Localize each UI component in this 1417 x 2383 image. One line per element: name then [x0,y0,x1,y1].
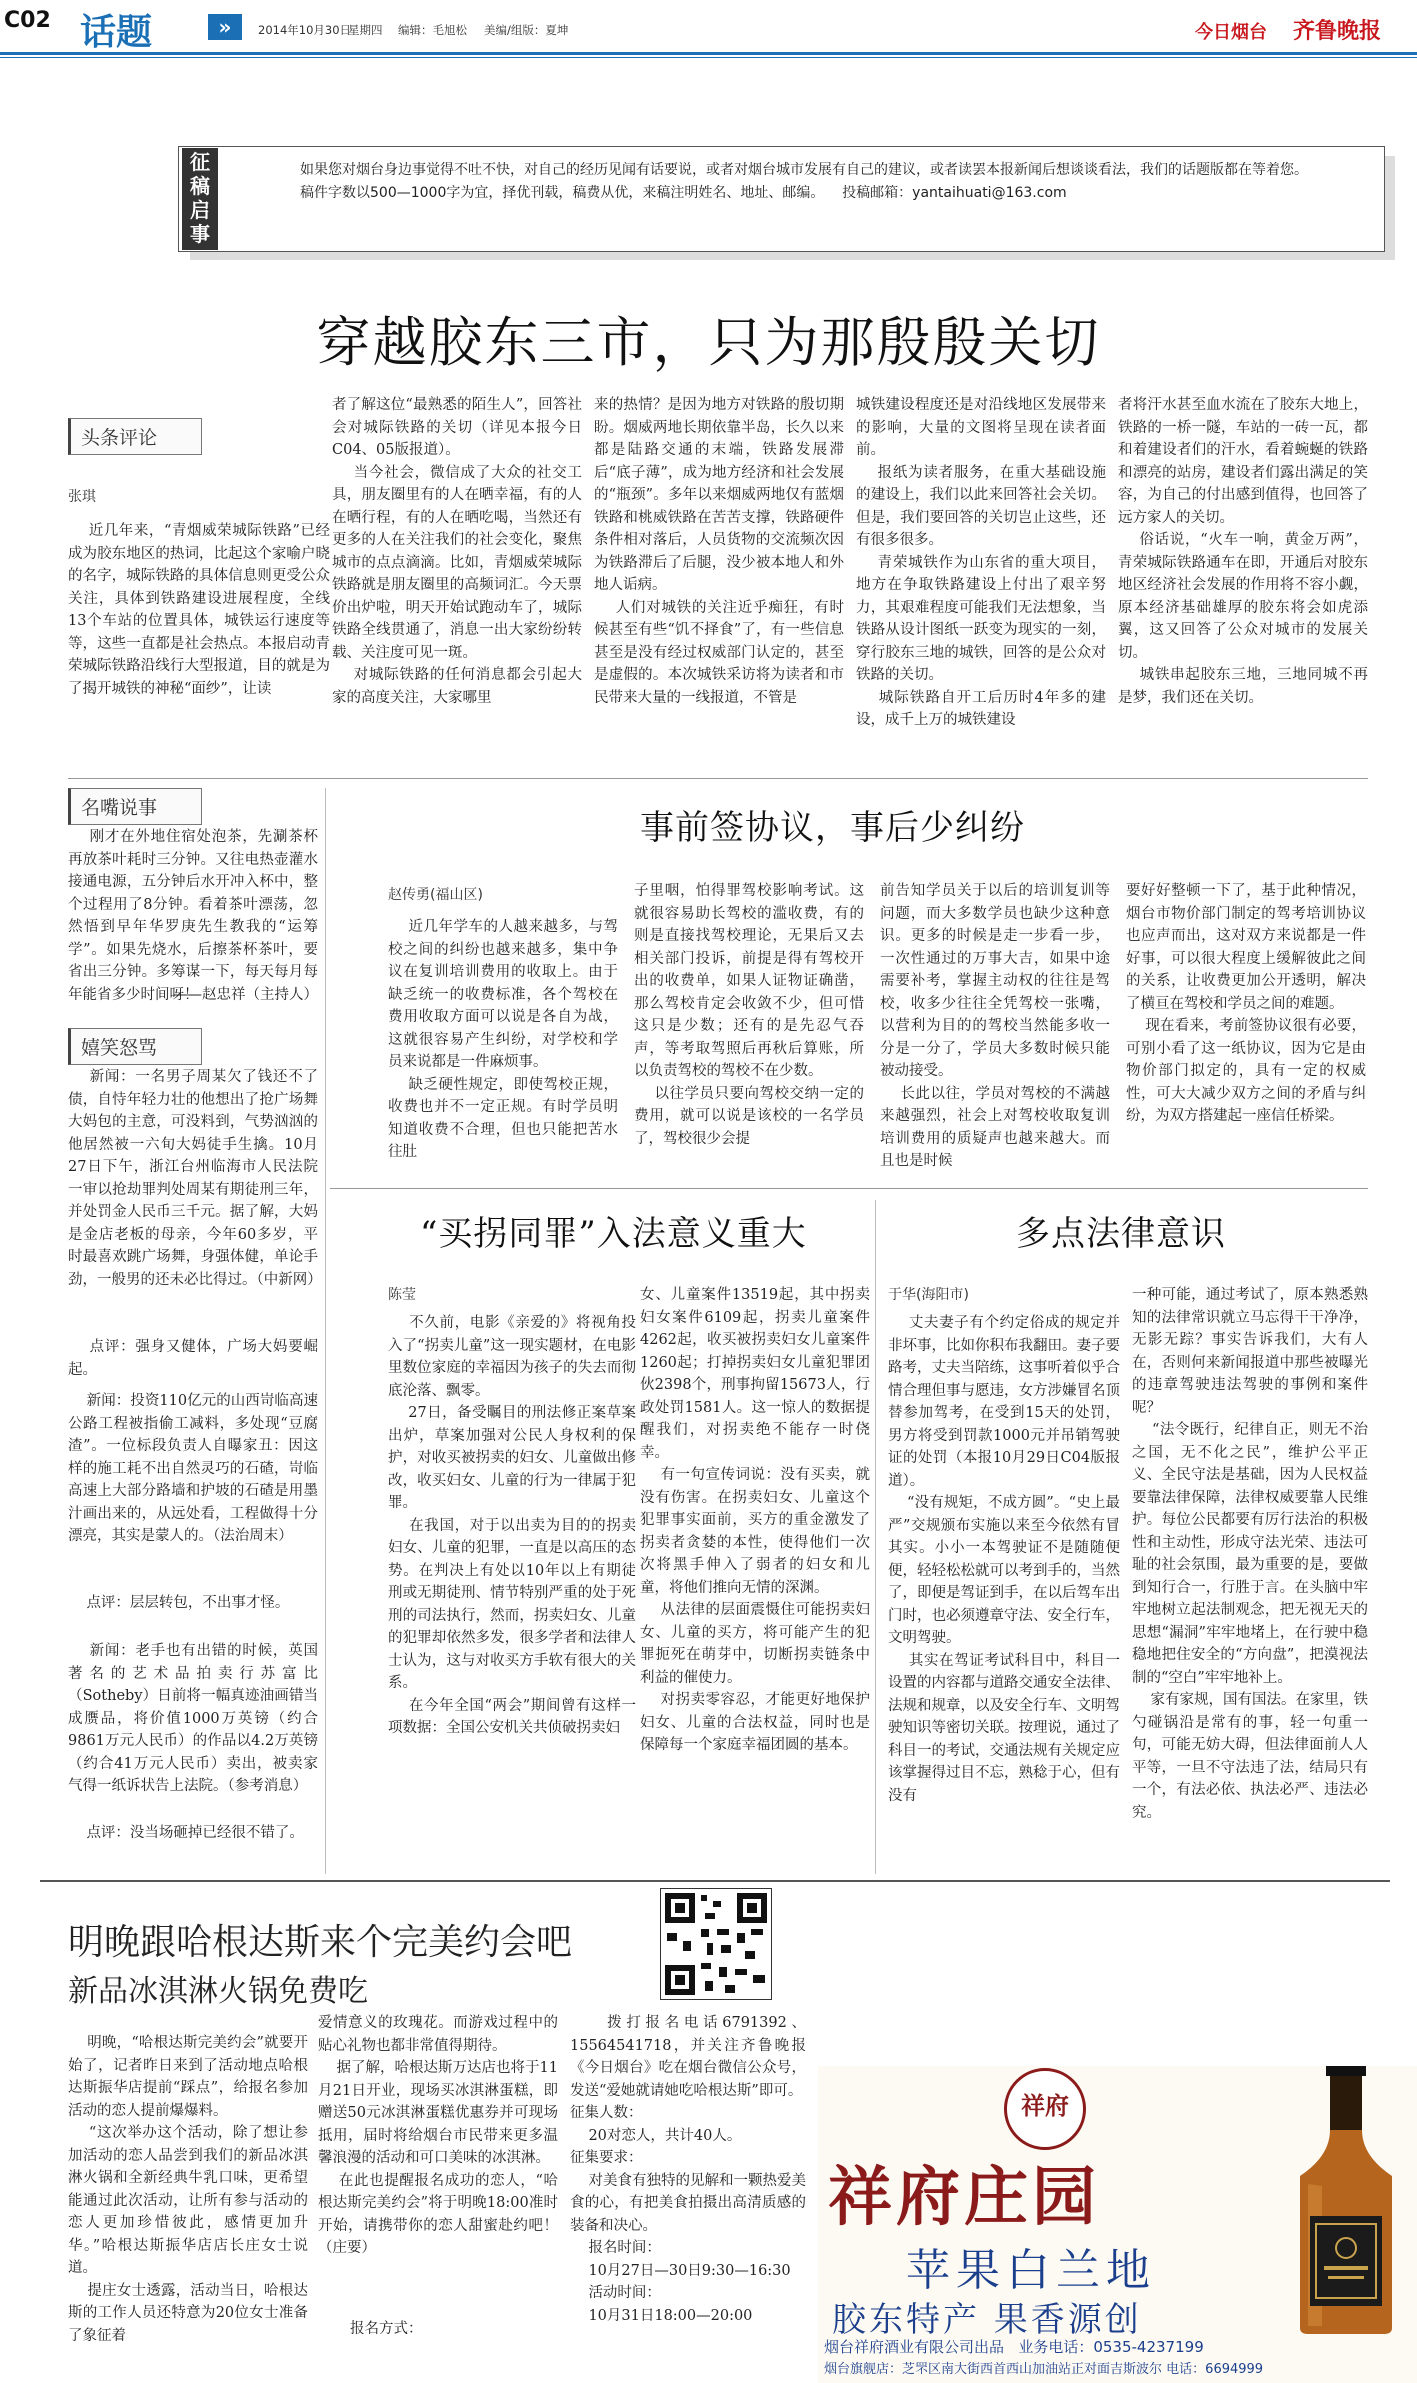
article-divider [330,1188,1368,1189]
lead-col-2: 者了解这位“最熟悉的陌生人”，回答社会对城际铁路的关切（详见本报今日C04、05版报道）。 当今社会，微信成了大众的社交工具，朋友圈里有的人在晒幸福，有的人在晒行程，有的人在晒吃喝，当然还有更多的人在关注我们的社会变化，聚焦城市的点点滴滴。比如，青烟威荣城际铁路就是朋友圈里的高频词汇。今天票价出炉啦，明天开始试跑动车了，城际铁路全线贯通了，消息一出大家纷纷转载、关注度可见一斑。 对城际铁路的任何消息都会引起大家的高度关注，大家哪里 [332,397,582,706]
column-label-satire: 嬉笑怒骂 [68,1028,202,1065]
article-trafficking-headline: “买拐同罪”入法意义重大 [420,1214,807,1254]
section-arrow-icon: » [208,14,242,40]
promo-col-1: 明晚，“哈根达斯完美约会”就要开始了，记者昨日来到了活动地点哈根达斯振华店提前“踩点”，给报名参加活动的恋人提前爆爆料。 “这次举办这个活动，除了想让参加活动的恋人品尝到我们的新品冰淇淋火锅和全新经典牛乳口味，更希望能通过此次活动，让所有参与活动的恋人更加珍惜彼此，感情更加升华。”哈根达斯振华店店长庄女士说道。 提庄女士透露，活动当日，哈根达斯的工作人员还特意为20位女士准备了象征着 [68,2035,309,2344]
date: 2014年10月30日 [258,23,352,37]
ad-badge [1004,2068,1086,2150]
email-label: 投稿邮箱： [842,185,913,201]
notice-text [300,160,1330,204]
ad-tel: 6694999 [1205,2362,1264,2377]
article-driving-col-2: 子里咽，怕得罪驾校影响考试。这就很容易助长驾校的滥收费，有的则是直接找驾校理论，无果后又去相关部门投诉，前提是得有驾校开出的收费单，如果人证物证确凿，那么驾校肯定会收敛不少，但可惜这只是少数；还有的是先忍气吞声，等考取驾照后再秋后算账，所以负责驾校的驾校不在少数。 以往学员只要向驾校交纳一定的费用，就可以说是该校的一名学员了，驾校很少会提 [634,883,864,1147]
notice-line-2 [300,183,1330,204]
article-column-divider [875,1200,876,1874]
quote-signature: ——赵忠祥（主持人） [173,987,318,1003]
lead-author: 张琪 [68,489,96,505]
promo-col-2: 爱情意义的玫瑰花。而游戏过程中的贴心礼物也都非常值得期待。 据了解，哈根达斯万达店也将于11月21日开业，现场买冰淇淋蛋糕，即赠送50元冰淇淋蛋糕优惠券并可现场抵用，届时将给烟台市民带来更多温馨浪漫的活动和可口美味的冰淇淋。 在此也提醒报名成功的恋人，“哈根达斯完美约会”将于明晚18:00准时开始，请携带你的恋人甜蜜赴约吧！（庄要） [318,2015,559,2256]
newspaper-logo: 齐鲁晚报 [1292,19,1381,44]
satire-comment-2: 点评：层层转包，不出事才怪。 [68,1595,290,1611]
ad-company: 烟台祥府酒业有限公司出品 [824,2338,1005,2356]
promo-col-3: 拨打报名电话6791392、15564541718，并关注齐鲁晚报《今日烟台》吃在烟台微信公众号，发送“爱她就请她吃哈根达斯”即可。 征集人数： 20对恋人，共计40人。 征集要求： 对美食有独特的见解和一颗热爱美食的心，有把美食拍摄出高清质感的装备和决心。 报名时间： 10月27日—30日9:30—16:30 活动时间： 10月31日18:00—20:00 [570,2015,807,2324]
lead-headline: 穿越胶东三市，只为那殷殷关切 [316,311,1101,374]
article-driving-col-3: 前告知学员关于以后的培训复训等问题，而大多数学员也缺少这种意识。更多的时候是走一步看一步，一次性通过的万事大吉，如果中途需要补考，掌握主动权的往往是驾校，收多少往往全凭驾校一张嘴，以营利为目的的驾校当然能多收一分是一分了，学员大多数时候只能被动接受。 长此以往，学员对驾校的不满越来越强烈，社会上对驾校收取复训培训费用的质疑声也越来越大。而且也是时候 [880,883,1110,1169]
promo-divider [40,1880,1390,1882]
article-law-col-2: 一种可能，通过考试了，原本熟悉熟知的法律常识就立马忘得干干净净，无影无踪？事实告诉我们，大有人在，否则何来新闻报道中那些被曝光的违章驾驶违法驾驶的事例和案件呢？ “法令既行，纪律自正，则无不治之国，无不化之民”，维护公平正义、全民守法是基础，因为人民权益要靠法律保障，法律权威要靠人民维护。每位公民都要有厉行法治的积极性和主动性，形成守法光荣、违法可耻的社会氛围，最为重要的是，要做到知行合一，行胜于言。在头脑中牢牢地树立起法制观念，把无视无天的思想“漏洞”牢牢地堵上，在行驶中稳稳地把住安全的“方向盘”，把漠视法制的“空白”牢牢地补上。 家有家规，国有国法。在家里，铁勺碰锅沿是常有的事，轻一句重一句，可能无妨大碍，但法律面前人人平等，一旦不守法违了法，结局只有一个，有法必依、执法必严、违法必究。 [1132,1287,1369,1821]
lead-col-4: 城铁建设程度还是对沿线地区发展带来的影响，大量的文图将呈现在读者面前。 报纸为读者服务，在重大基础设施的建设上，我们以此来回答社会关切。但是，我们要回答的关切岂止这些，还有很多很多。 青荣城铁作为山东省的重大项目，地方在争取铁路建设上付出了艰辛努力，其艰难程度可能我们无法想象，当铁路从设计图纸一跃变为现实的一刻，穿行胶东三地的城铁，回答的是公众对铁路的关切。 城际铁路自开工后历时4年多的建设，成千上万的城铁建设 [856,397,1106,728]
article-law-headline: 多点法律意识 [1016,1214,1226,1254]
notice-tag: 征稿启事 [182,148,218,250]
satire-news-2: 新闻：投资110亿元的山西岢临高速公路工程被指偷工减料，多处现“豆腐渣”。一位标段负责人自曝家丑：因这样的施工耗不出自然灵巧的石碴，岢临高速上大部分路墙和护坡的石碴是用墨汁画出来的，从远处看，工程做得十分漂亮，其实是蒙人的。（法治周末） [68,1393,318,1544]
quote-text: 刚才在外地住宿处泡茶，先涮茶杯再放茶叶耗时三分钟。又往电热壶灌水接通电源，五分钟后水开冲入杯中，整个过程用了8分钟。看着茶叶漂荡，忽然悟到早年华罗庚先生教我的“运筹学”。如果先烧水，后擦茶杯茶叶，要省出三分钟。多筹谋一下，每天每月每年能省多少时间呀！ [68,829,318,1003]
page-number: C02 [4,8,51,33]
column-label-lead: 头条评论 [68,418,202,455]
ad-phone: 0535-4237199 [1093,2338,1204,2356]
article-driving-author: 赵传勇(福山区) [388,887,483,903]
brandy-ad[interactable] [818,2066,1417,2383]
ad-badge-text: 祥府 [1021,2091,1069,2120]
article-trafficking-col-1: 不久前，电影《亲爱的》将视角投入了“拐卖儿童”这一现实题材，在电影里数位家庭的幸福因为孩子的失去而彻底沦落、飘零。 27日，备受瞩目的刑法修正案草案出炉，草案加强对公民人身权利的保护，对收买被拐卖的妇女、儿童做出修改，收买妇女、儿童的行为一律属于犯罪。 在我国，对于以出卖为目的的拐卖妇女、儿童的犯罪，一直是以高压的态势。在判决上有处以10年以上有期徒刑或无期徒刑、情节特别严重的处于死刑的司法执行，然而，拐卖妇女、儿童的犯罪却依然多发，很多学者和法律人士认为，这与对收买方手软有很大的关系。 在今年全国“两会”期间曾有这样一项数据：全国公安机关共侦破拐卖妇 [388,1315,637,1736]
lead-col-5: 者将汗水甚至血水流在了胶东大地上，铁路的一桥一隧，车站的一砖一瓦，都和着建设者们的汗水，看着蜿蜒的铁路和漂亮的站房，建设者们露出满足的笑容，为自己的付出感到值得，也回答了远方家人的关切。 俗话说，“火车一响，黄金万两”，青荣城际铁路通车在即，开通后对胶东地区经济社会发展的作用将不容小觑，原本经济基础雄厚的胶东将会如虎添翼，这又回答了公众对城市的发展关切。 城铁串起胶东三地，三地同城不再是梦，我们还在关切。 [1118,397,1368,706]
article-driving-col-4: 要好好整顿一下了，基于此种情况，烟台市物价部门制定的驾考培训协议也应声而出，这对双方来说都是一件好事，可以很大程度上缓解彼此之间的关系，让收费更加公开透明，解决了横亘在驾校和学员之间的难题。 现在看来，考前签协议很有必要，可别小看了这一纸协议，因为它是由物价部门拟定的，具有一定的权威性，可大大减少双方之间的矛盾与纠纷，为双方搭建起一座信任桥梁。 [1126,883,1367,1124]
qr-code[interactable] [660,1888,772,2000]
designer: 美编/组版：夏坤 [484,23,569,37]
promo-subheadline: 新品冰淇淋火锅免费吃 [68,1974,368,2009]
satire-news-3: 新闻：老手也有出错的时候，英国著名的艺术品拍卖行苏富比（Sotheby）日前将一幅真迹油画错当成赝品，将价值1000万英镑（约合9861万元人民币）的作品以4.2万英镑（约合41万元人民币）卖出，被卖家气得一纸诉状告上法院。（参考消息） [68,1643,318,1794]
lead-col-3: 来的热情？是因为地方对铁路的殷切期盼。烟威两地长期依靠半岛，长久以来都是陆路交通的末端，铁路发展滞后“底子薄”，成为地方经济和社会发展的“瓶颈”。多年以来烟威两地仅有蓝烟铁路和桃威铁路在苦苦支撑，铁路硬件条件相对落后，人员货物的交流频次因为铁路滞后了后腿，没少被本地人和外地人诟病。 人们对城铁的关注近乎痴狂，有时候甚至有些“饥不择食”了，有一些信息甚至是没有经过权威部门认定的，甚至是虚假的。本次城铁采访将为读者和市民带来大量的一线报道，不管是 [594,397,844,706]
article-trafficking-col-2: 女、儿童案件13519起，其中拐卖妇女案件6109起，拐卖儿童案件4262起，收买被拐卖妇女儿童案件1260起；打掉拐卖妇女儿童犯罪团伙2398个，刑事拘留15673人，行政处罚1581人。这一惊人的数据提醒我们，对拐卖绝不能存一时侥幸。 有一句宣传词说：没有买卖，就没有伤害。在拐卖妇女、儿童这个犯罪事实面前，买方的重金激发了拐卖者贪婪的本性，使得他们一次次将黑手伸入了弱者的妇女和儿童，将他们推向无情的深渊。 从法律的层面震慑住可能拐卖妇女、儿童的买方，将可能产生的犯罪扼死在萌芽中，切断拐卖链条中利益的催使力。 对拐卖零容忍，才能更好地保护妇女、儿童的合法权益，同时也是保障每一个家庭幸福团圆的基本。 [640,1287,870,1753]
article-law-author: 于华(海阳市) [888,1287,969,1303]
ad-company-line [824,2336,1204,2357]
header-rule [0,52,1417,55]
brandy-bottle-icon [1278,2066,1414,2336]
ad-product: 苹果白兰地 [906,2245,1156,2296]
ad-phone-label: 业务电话： [1018,2338,1094,2356]
sidebar-divider [325,788,326,1874]
promo-headline: 明晚跟哈根达斯来个完美约会吧 [68,1922,573,1963]
satire-news-1: 新闻：一名男子周某欠了钱还不了债，自恃年轻力壮的他想出了抢广场舞大妈包的主意，可没料到，气势汹汹的他居然被一六旬大妈徒手生擒。10月27日下午，浙江台州临海市人民法院一审以抢劫罪判处周某有期徒刑三年，并处罚金人民币三千元。据了解，大妈是金店老板的母亲，今年60多岁，平时最喜欢跳广场舞，身强体健，单论手劲，一般男的还未必比得过。（中新网） [68,1069,322,1288]
satire-comment-3: 点评：没当场砸掉已经很不错了。 [68,1825,304,1841]
section-title: 话题 [80,12,153,53]
ad-store-line [824,2358,1263,2377]
weekday: 星期四 [348,23,383,37]
section-divider [68,778,1368,779]
lead-col-1: 近几年来，“青烟威荣城际铁路”已经成为胶东地区的热词，比起这个家喻户晓的名字，城际铁路的具体信息则更受公众关注，具体到铁路建设进展程度，全线13个车站的位置具体，城铁运行速度等等，这些一直都是社会热点。本报启动青荣城际铁路沿线行大型报道，目的就是为了揭开城铁的神秘“面纱”，让读 [68,523,330,697]
ad-store: 烟台旗舰店：芝罘区南大街西首西山加油站正对面吉斯波尔 [824,2362,1163,2377]
satire-comment-1: 点评：强身又健体，广场大妈要崛起。 [68,1339,318,1378]
ad-tel-label: 电话： [1166,2362,1206,2377]
header-rule-thin [0,57,1417,58]
notice-rules: 稿件字数以500—1000字为宜，择优刊载，稿费从优，来稿注明姓名、地址、邮编。 [300,185,825,201]
edition-name: 今日烟台 [1195,22,1267,43]
article-driving-headline: 事前签协议，事后少纠纷 [640,808,1025,848]
qr-code-icon [661,1889,771,1999]
article-law-col-1: 丈夫妻子有个约定俗成的规定并非坏事，比如你积布我翻田。妻子要路考，丈夫当陪练，这事听着似乎合情合理但事与愿违，女方涉嫌冒名顶替参加驾考，在受到15天的处罚，男方将受到罚款1000元并吊销驾驶证的处罚（本报10月29日C04版报道）。 “没有规矩，不成方圆”。“史上最严”交规颁布实施以来至今依然有冒其实。小小一本驾驶证不是随随便便，轻轻松松就可以考到手的，当然了，即便是驾证到手，在以后驾车出门时，也必须遵章守法、安全行车，文明驾驶。 其实在驾证考试科目中，科目一设置的内容都与道路交通安全法律、法规和规章，以及安全行车、文明驾驶知识等密切关联。按理说，通过了科目一的考试，交通法规有关规定应该掌握得过目不忘，熟稔于心，但有没有 [888,1315,1120,1804]
article-driving-col-1: 近几年学车的人越来越多，与驾校之间的纠纷也越来越多，集中争议在复训培训费用的收取上。由于缺乏统一的收费标准，各个驾校在费用收取方面可以说是各自为战，这就很容易产生纠纷，对学校和学员来说都是一件麻烦事。 缺乏硬性规定，即使驾校正规，收费也并不一定正规。有时学员明知道收费不合理，但也只能把苦水往肚 [388,919,618,1160]
ad-slogan: 胶东特产 果香源创 [832,2300,1142,2340]
article-trafficking-author: 陈莹 [388,1287,416,1303]
ad-brand: 祥府庄园 [828,2160,1100,2235]
promo-signup-label: 报名方式： [350,2321,423,2337]
column-label-quotes: 名嘴说事 [68,788,202,825]
page-header [0,0,1417,58]
email-link[interactable]: yantaihuati@163.com [912,185,1067,201]
editor: 编辑：毛旭松 [398,23,467,37]
notice-line-1: 如果您对烟台身边事觉得不吐不快，对自己的经历见闻有话要说，或者对烟台城市发展有自己的建议，或者读罢本报新闻后想谈谈看法，我们的话题版都在等着您。 [300,162,1308,178]
